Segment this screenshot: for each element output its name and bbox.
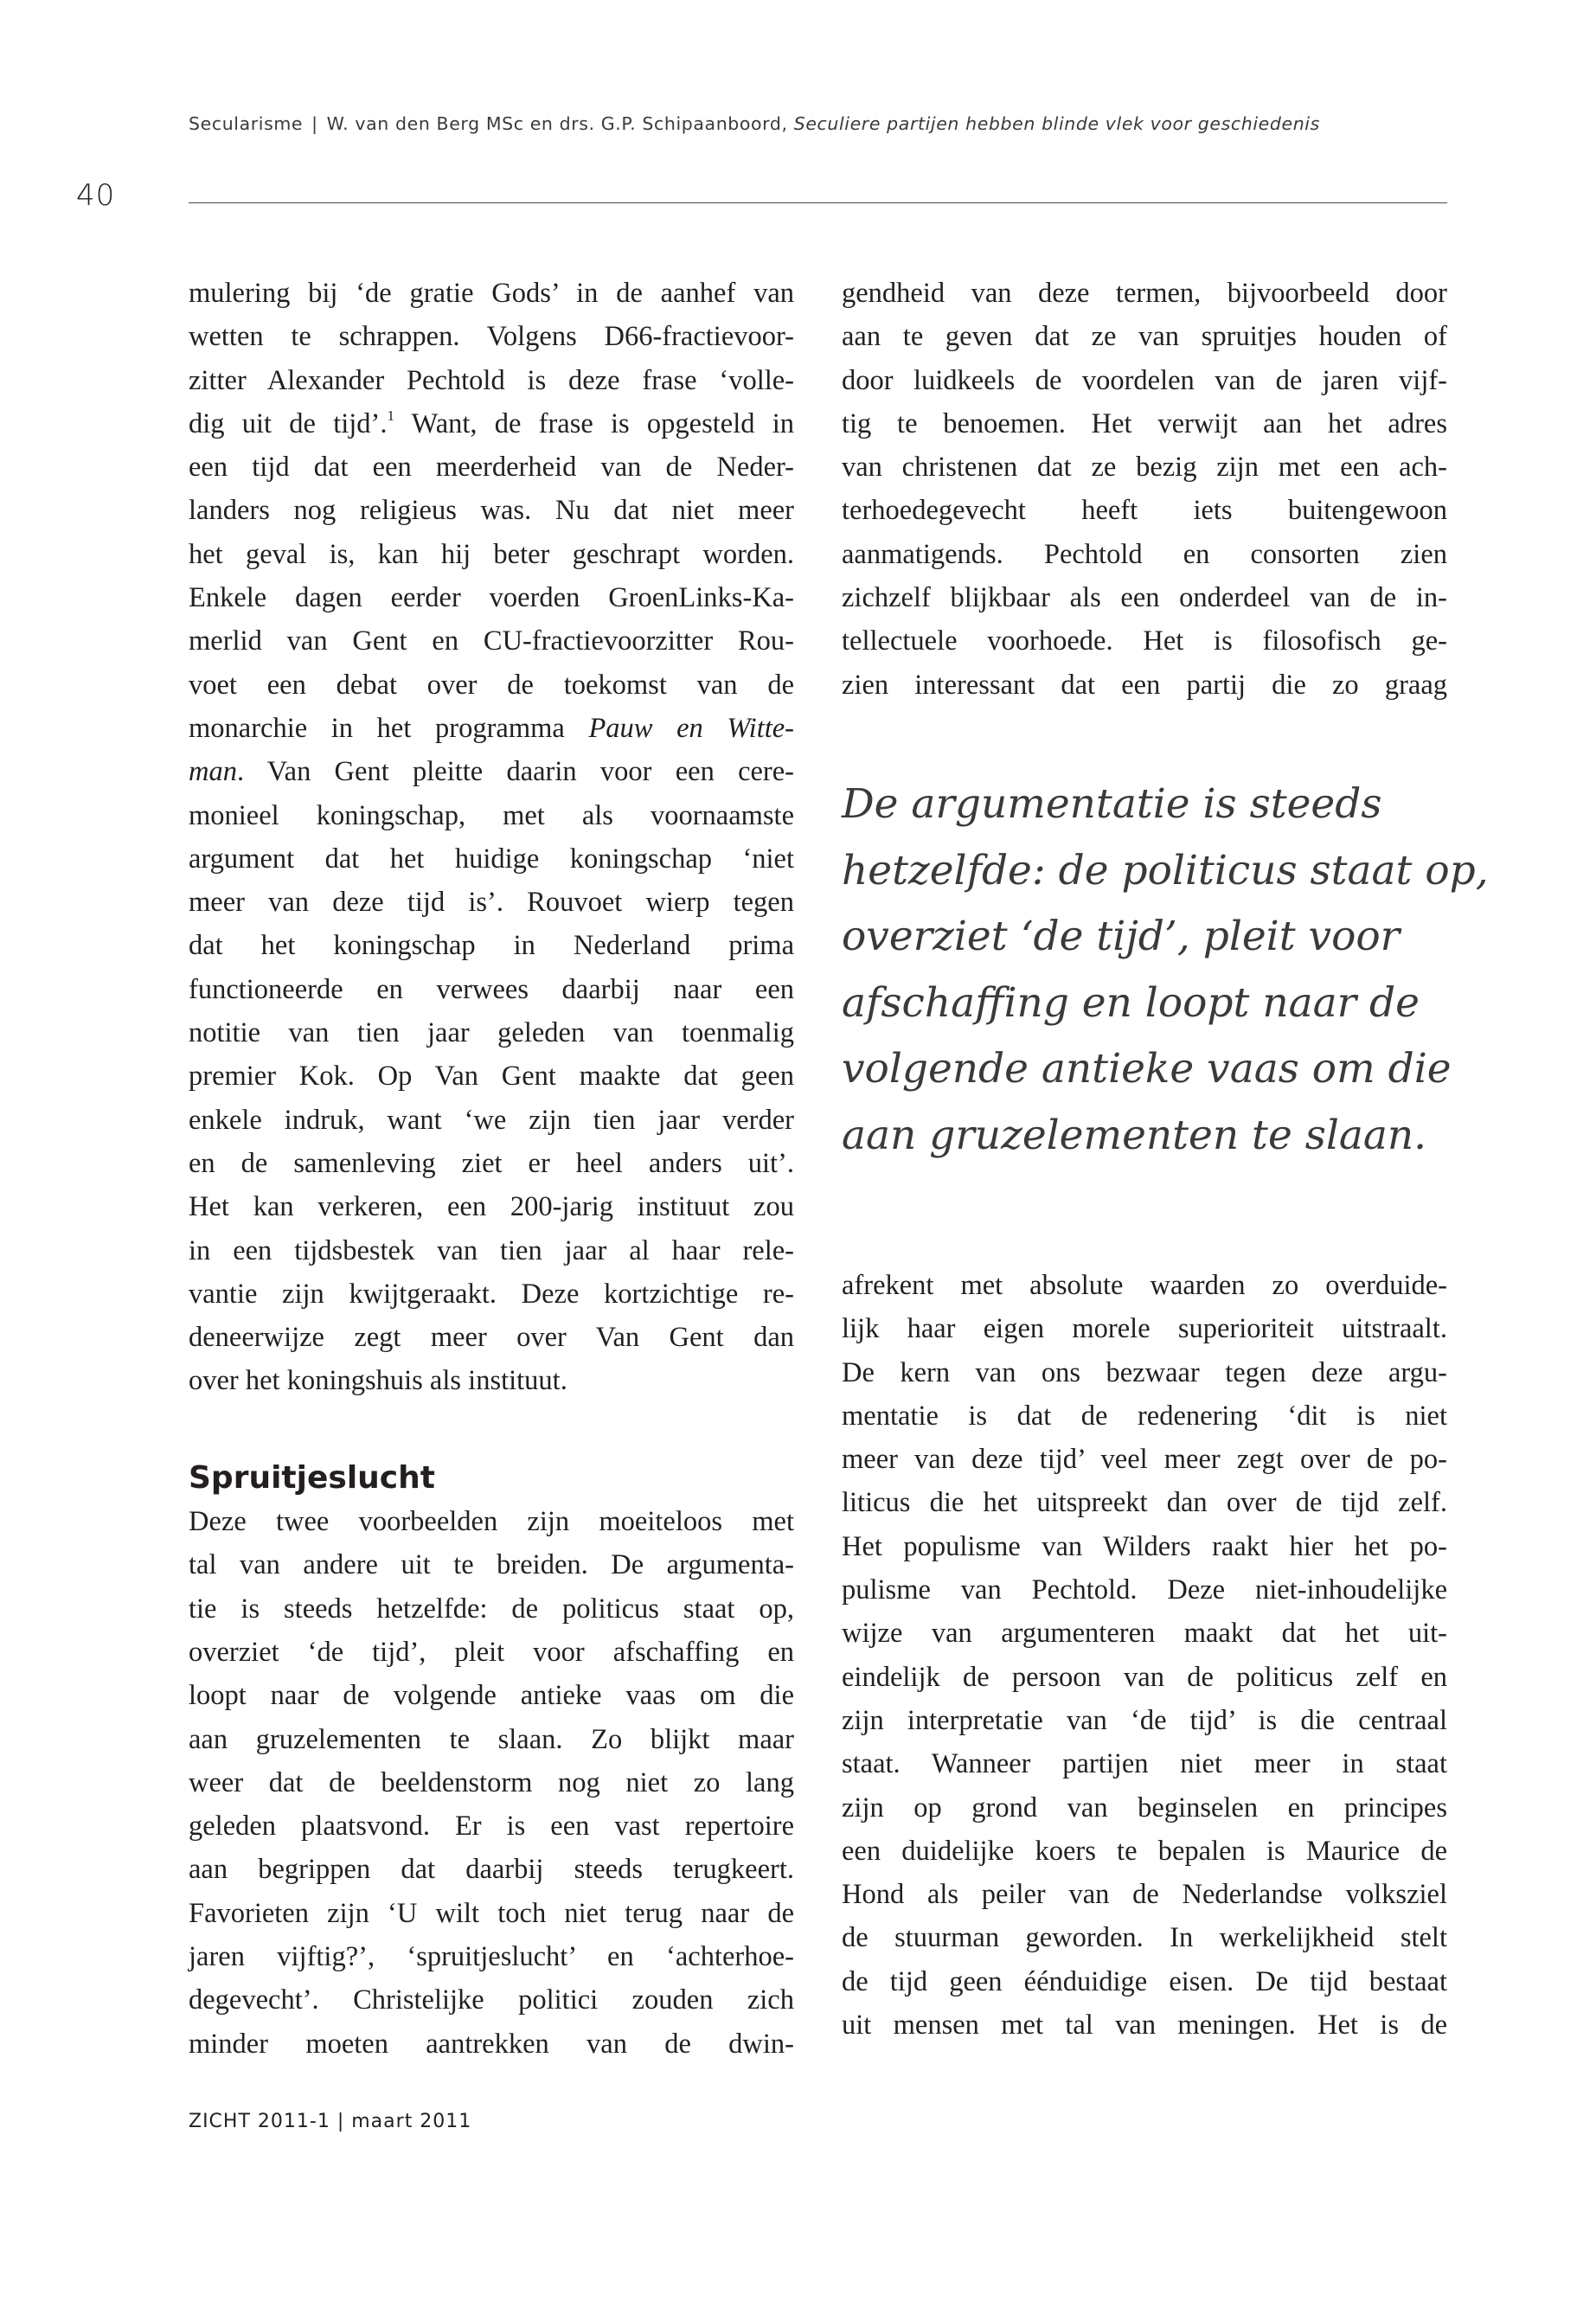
text-line: Hond als peiler van de Nederlandse volksziel [842,1879,1447,1911]
right-column-bottom [842,1264,1447,2047]
program-title-italic: man [189,756,237,788]
text-line: Het populisme van Wilders raakt hier het po- [842,1530,1447,1562]
pull-quote-line: afschaffing en loopt naar de [842,978,1420,1027]
right-column-top [842,272,1447,707]
text-line: tellectuele voorhoede. Het is filosofisch ge- [842,625,1447,657]
section-heading: Spruitjeslucht [189,1459,435,1496]
footer-date: maart 2011 [351,2111,472,2132]
text-line: liticus die het uitspreekt dan over de tijd zelf. [842,1487,1447,1519]
text-line: wijze van argumenteren maakt dat het uit- [842,1618,1447,1650]
header-rule [189,202,1447,203]
text-line: monieel koningschap, met als voornaamste [189,799,794,831]
text-fragment: monarchie in het programma [189,712,565,744]
text-line: de tijd geen éénduidige eisen. De tijd bestaat [842,1965,1447,1997]
text-line: afrekent met absolute waarden zo overduide- [842,1270,1447,1301]
text-line: meer van deze tijd’ veel meer zegt over de po- [842,1444,1447,1476]
text-line: aan begrippen dat daarbij steeds terugkeert. [189,1854,794,1886]
program-title-italic: Pauw en Witte- [588,712,794,744]
text-line: zijn op grond van beginselen en principes [842,1791,1447,1823]
text-line: dat het koningschap in Nederland prima [189,930,794,962]
text-line: notitie van tien jaar geleden van toenmalig [189,1017,794,1049]
page-footer [189,2111,471,2132]
text-line [189,750,794,793]
text-line: het geval is, kan hij beter geschrapt worden. [189,538,794,570]
text-line: en de samenleving ziet er heel anders uit’. [189,1147,794,1179]
text-line: Het kan verkeren, een 200-jarig instituut zou [189,1191,794,1223]
text-line: uit mensen met tal van meningen. Het is de [842,2009,1447,2041]
pull-quote-line: hetzelfde: de politicus staat op, [842,846,1489,894]
text-line: mulering bij ‘de gratie Gods’ in de aanhef van [189,278,794,309]
text-fragment: dig uit de tijd’. [189,407,388,439]
text-line: de stuurman geworden. In werkelijkheid stelt [842,1922,1447,1954]
text-line: een duidelijke koers te bepalen is Maurice de [842,1835,1447,1867]
text-fragment: . Van Gent pleitte daarin voor een cere- [236,756,794,788]
text-line: loopt naar de volgende antieke vaas om die [189,1680,794,1712]
text-line: tal van andere uit te breiden. De argumenta- [189,1549,794,1581]
text-line: argument dat het huidige koningschap ‘niet [189,843,794,875]
text-line: weer dat de beeldenstorm nog niet zo lang [189,1766,794,1798]
text-line: lijk haar eigen morele superioriteit uitstraalt. [842,1313,1447,1345]
text-line: De kern van ons bezwaar tegen deze argu- [842,1356,1447,1388]
text-line [189,707,794,750]
pull-quote-line: aan gruzelementen te slaan. [842,1111,1427,1159]
footer-journal: ZICHT 2011-1 [189,2111,330,2132]
text-line: zichzelf blijkbaar als een onderdeel van de in- [842,582,1447,614]
text-line: gendheid van deze termen, bijvoorbeeld door [842,278,1447,309]
text-line: zien interessant dat een partij die zo graag [842,669,1447,701]
text-line: aanmatigends. Pechtold en consorten zien [842,538,1447,570]
text-line: mentatie is dat de redenering ‘dit is niet [842,1400,1447,1432]
text-line: pulisme van Pechtold. Deze niet-inhoudelijke [842,1574,1447,1606]
left-column [189,272,794,2066]
section-gap [189,1403,794,1457]
text-line: Deze twee voorbeelden zijn moeiteloos met [189,1506,794,1538]
text-line: staat. Wanneer partijen niet meer in staat [842,1748,1447,1780]
text-line: wetten te schrappen. Volgens D66-fractievoor- [189,321,794,353]
text-line: aan gruzelementen te slaan. Zo blijkt maar [189,1723,794,1755]
text-line: een tijd dat een meerderheid van de Neder- [189,452,794,484]
text-fragment: Want, de frase is opgesteld in [411,407,794,439]
text-line: degevecht’. Christelijke politici zouden zich [189,1984,794,2016]
text-line: Enkele dagen eerder voerden GroenLinks-Ka- [189,582,794,614]
text-line: premier Kok. Op Van Gent maakte dat geen [189,1061,794,1093]
pull-quote [842,772,1489,1169]
text-line: meer van deze tijd is’. Rouvoet wierp tegen [189,887,794,919]
text-line: deneerwijze zegt meer over Van Gent dan [189,1322,794,1354]
footnote-marker: 1 [387,407,394,424]
text-line [189,402,794,445]
running-head-separator: | [311,113,318,134]
text-line: tie is steeds hetzelfde: de politicus staat op, [189,1593,794,1625]
pull-quote-line: De argumentatie is steeds [842,780,1382,828]
text-line: in een tijdsbestek van tien jaar al haar rele- [189,1234,794,1266]
text-line: tig te benoemen. Het verwijt aan het adres [842,407,1447,439]
text-line: vantie zijn kwijtgeraakt. Deze kortzichtige re- [189,1278,794,1310]
text-line: door luidkeels de voordelen van de jaren vijf- [842,364,1447,396]
text-line: van christenen dat ze bezig zijn met een ach- [842,452,1447,484]
text-line: geleden plaatsvond. Er is een vast repertoire [189,1811,794,1843]
running-head-section: Secularisme [189,113,304,134]
text-line: Favorieten zijn ‘U wilt toch niet terug naar de [189,1897,794,1929]
text-line: zijn interpretatie van ‘de tijd’ is die centraal [842,1704,1447,1736]
text-line: aan te geven dat ze van spruitjes houden of [842,321,1447,353]
text-line: eindelijk de persoon van de politicus zelf en [842,1661,1447,1693]
text-line: terhoedegevecht heeft iets buitengewoon [842,495,1447,527]
page-number: 40 [76,178,116,213]
pull-quote-line: overziet ‘de tijd’, pleit voor [842,913,1401,960]
pull-quote-line: volgende antieke vaas om die [842,1045,1452,1093]
text-line: functioneerde en verwees daarbij naar een [189,973,794,1005]
text-line: voet een debat over de toekomst van de [189,669,794,701]
running-head-authors: W. van den Berg MSc en drs. G.P. Schipaanboord, [326,113,788,134]
text-line: over het koningshuis als instituut. [189,1365,567,1397]
text-line: minder moeten aantrekken van de dwin- [189,2028,794,2060]
footer-separator: | [337,2111,345,2132]
running-head [189,113,1452,134]
text-line: overziet ‘de tijd’, pleit voor afschaffing en [189,1636,794,1668]
text-line: zitter Alexander Pechtold is deze frase ‘volle- [189,364,794,396]
text-line: jaren vijftig?’, ‘spruitjeslucht’ en ‘achterhoe- [189,1940,794,1972]
text-line: merlid van Gent en CU-fractievoorzitter Rou- [189,625,794,657]
running-head-article-title: Seculiere partijen hebben blinde vlek voor geschiedenis [793,113,1320,134]
text-line: landers nog religieus was. Nu dat niet meer [189,495,794,527]
text-line: enkele indruk, want ‘we zijn tien jaar verder [189,1104,794,1136]
